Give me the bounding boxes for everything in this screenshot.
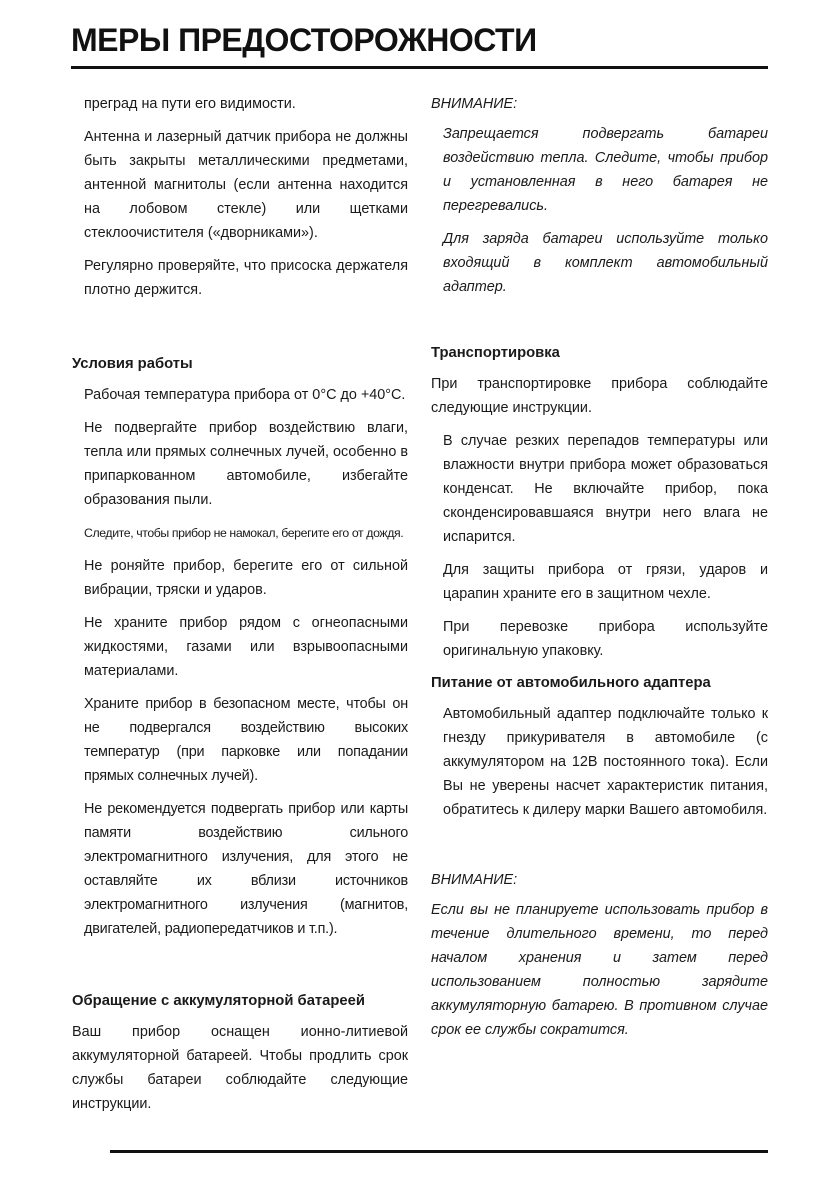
section-heading-battery: Обращение с аккумуляторной батареей [72, 993, 365, 1009]
paragraph: Храните прибор в безопасном месте, чтобы он не подвергался воздействию высоких температур (при парковке или попадании прямых солнечных лучей). [84, 696, 408, 784]
paragraph: Автомобильный адаптер подключайте только к гнезду прикуривателя в автомобиле (с аккумулятором на 12В постоянного тока). Если Вы не уверены насчет характеристик питания, обратитесь к дилеру марки Вашего автомобиля. [443, 706, 768, 818]
paragraph: Не рекомендуется подвергать прибор или карты памяти воздействию сильного электромагнитного излучения, для этого не оставляйте их вблизи источников электромагнитного излучения (магнитов, двигателей, радиопередатчиков и т.п.). [84, 801, 408, 937]
paragraph: В случае резких перепадов температуры или влажности внутри прибора может образоваться конденсат. Не включайте прибор, пока сконденсировавшаяся внутри него влага не испарится. [443, 433, 768, 545]
section-heading-transport: Транспортировка [431, 345, 560, 361]
warning-label: ВНИМАНИЕ: [431, 96, 518, 112]
paragraph: Не роняйте прибор, берегите его от сильной вибрации, тряски и ударов. [84, 558, 408, 598]
section-heading-power: Питание от автомобильного адаптера [431, 675, 711, 691]
warning-text: Запрещается подвергать батареи воздействию тепла. Следите, чтобы прибор и установленная в него батарея не перегревались. [443, 126, 768, 214]
paragraph: Следите, чтобы прибор не намокал, берегите его от дождя. [84, 526, 404, 540]
page-title: МЕРЫ ПРЕДОСТОРОЖНОСТИ [71, 22, 537, 58]
paragraph: При перевозке прибора используйте оригинальную упаковку. [443, 619, 768, 659]
right-column [431, 92, 768, 1051]
section-heading-work-conditions: Условия работы [72, 356, 193, 372]
paragraph: Не храните прибор рядом с огнеопасными жидкостями, газами или взрывоопасными материалами. [84, 615, 408, 679]
paragraph: При транспортировке прибора соблюдайте следующие инструкции. [431, 376, 768, 416]
paragraph: Антенна и лазерный датчик прибора не должны быть закрыты металлическими предметами, антенной магнитолы (если антенна находится на лобовом стекле) или щетками стеклоочистителя («дворниками»). [84, 129, 408, 241]
warning-text: Для заряда батареи используйте только входящий в комплект автомобильный адаптер. [443, 231, 768, 295]
paragraph: Для защиты прибора от грязи, ударов и царапин храните его в защитном чехле. [443, 562, 768, 602]
paragraph: Ваш прибор оснащен ионно-литиевой аккумуляторной батареей. Чтобы продлить срок службы батареи соблюдайте следующие инструкции. [72, 1024, 408, 1112]
paragraph: Регулярно проверяйте, что присоска держателя плотно держится. [84, 258, 408, 298]
paragraph: Рабочая температура прибора от 0°C до +40°C. [84, 387, 406, 403]
warning-label: ВНИМАНИЕ: [431, 872, 518, 888]
warning-text: Если вы не планируете использовать прибор в течение длительного времени, то перед началом хранения и затем перед использованием полностью зарядите аккумуляторную батарею. В противном случае срок ее службы сократится. [431, 902, 768, 1038]
left-column [72, 92, 408, 1125]
header-rule [71, 66, 768, 69]
footer-rule [110, 1150, 768, 1153]
paragraph: преград на пути его видимости. [84, 96, 296, 112]
paragraph: Не подвергайте прибор воздействию влаги, тепла или прямых солнечных лучей, особенно в припаркованном автомобиле, избегайте образования пыли. [84, 420, 408, 508]
